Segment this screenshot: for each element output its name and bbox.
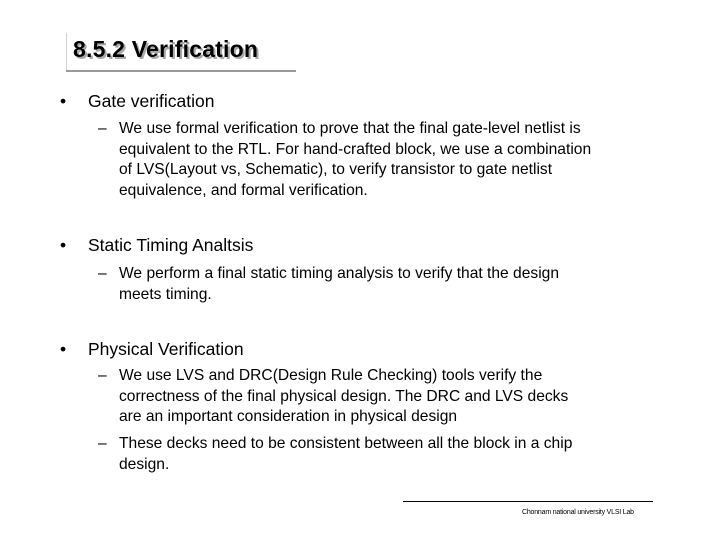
bullet-heading: Physical Verification: [88, 339, 244, 359]
subitem-line: are an important consideration in physical design: [119, 408, 458, 425]
bullet-gate-verification: [60, 90, 214, 112]
title-decoration-line: [66, 33, 67, 72]
subitem-line: design.: [119, 455, 170, 473]
subitem-physical-verification-2: [98, 434, 658, 475]
subitem-line: correctness of the final physical design. The DRC and LVS decks: [119, 387, 569, 405]
bullet-physical-verification: [60, 338, 244, 360]
subitem-line: We use formal verification to prove that the final gate-level netlist is: [119, 120, 581, 137]
subitem-static-timing: [98, 264, 658, 305]
bullet-marker: •: [60, 91, 67, 111]
subitem-line: These decks need to be consistent between all the block in a chip: [119, 435, 573, 452]
subitem-gate-verification: [98, 119, 658, 201]
title-underline: [66, 70, 296, 72]
subitem-marker: –: [98, 120, 107, 137]
bullet-heading: Gate verification: [88, 91, 215, 111]
subitem-line: equivalence, and formal verification.: [119, 181, 368, 199]
subitem-line: We use LVS and DRC(Design Rule Checking) tools verify the: [119, 367, 543, 384]
subitem-marker: –: [98, 367, 107, 384]
subitem-marker: –: [98, 435, 107, 452]
subitem-physical-verification-1: [98, 366, 658, 428]
subitem-marker: –: [98, 265, 107, 282]
subitem-line: meets timing.: [119, 285, 212, 303]
subitem-line: We perform a final static timing analysis to verify that the design: [119, 265, 559, 282]
footer-credit: Chonnam national university VLSI Lab: [522, 509, 634, 516]
subitem-line: equivalent to the RTL. For hand-crafted block, we use a combination: [119, 140, 592, 158]
subitem-line: of LVS(Layout vs, Schematic), to verify transistor to gate netlist: [119, 161, 553, 178]
footer-rule: [403, 501, 653, 502]
bullet-marker: •: [60, 235, 67, 255]
slide-title: 8.5.2 Verification: [73, 36, 259, 62]
bullet-marker: •: [60, 339, 67, 359]
bullet-static-timing: [60, 234, 253, 256]
bullet-heading: Static Timing Analtsis: [88, 235, 254, 255]
